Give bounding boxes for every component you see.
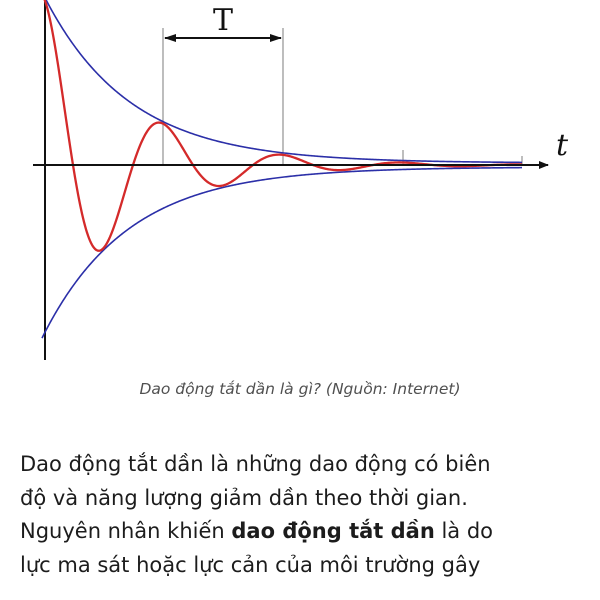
article-paragraph [20, 448, 595, 582]
damped-oscillation-curve [42, 0, 522, 251]
keyword-link-dao-dong-tat-dan: dao động tắt dần [231, 519, 435, 543]
time-axis-label: t [556, 128, 569, 163]
upper-envelope-curve [42, 0, 522, 162]
article-line-1: Dao động tắt dần là những dao động có biên [20, 452, 491, 476]
figure-caption: Dao động tắt dần là gì? (Nguồn: Internet) [139, 380, 461, 398]
article-line-3 [20, 515, 595, 549]
article-line-4: lực ma sát hoặc lực cản của môi trường gây [20, 552, 481, 577]
article-line-2: độ và năng lượng giảm dần theo thời gian. [20, 485, 468, 510]
article-line-3-prefix: Nguyên nhân khiến [20, 519, 232, 543]
article-line-3-suffix: là do [434, 519, 494, 543]
period-label: T [212, 3, 234, 38]
lower-envelope-curve [42, 168, 522, 338]
